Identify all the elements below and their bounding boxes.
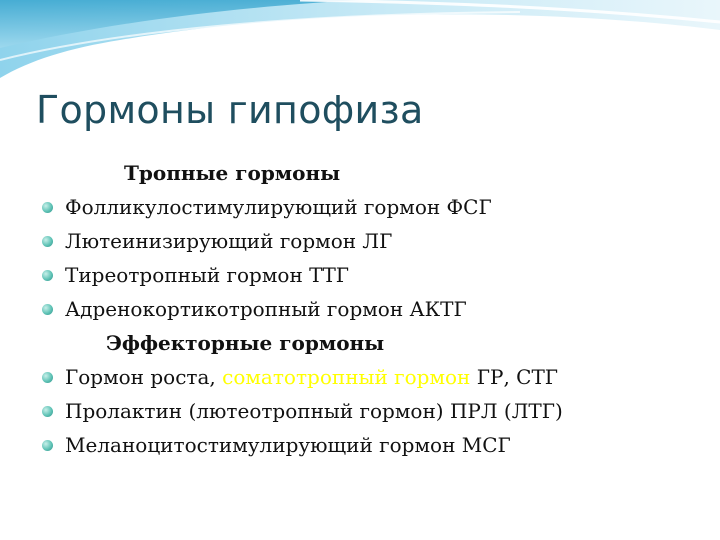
list-item-text: Меланоцитостимулирующий гормон МСГ (65, 433, 511, 457)
list-item (34, 292, 694, 326)
content-list (34, 156, 694, 462)
slide-title: Гормоны гипофиза (36, 88, 424, 132)
list-item-text: Лютеинизирующий гормон ЛГ (65, 229, 393, 253)
bullet-icon (42, 270, 53, 281)
bullet-icon (42, 440, 53, 451)
list-item-text: Пролактин (лютеотропный гормон) ПРЛ (ЛТГ) (65, 399, 563, 423)
bullet-icon (42, 202, 53, 213)
list-item-text-before: Гормон роста, (65, 365, 223, 389)
list-item-text: Фолликулостимулирующий гормон ФСГ (65, 195, 492, 219)
list-item (34, 190, 694, 224)
list-item (34, 258, 694, 292)
list-item (34, 394, 694, 428)
bullet-icon (42, 236, 53, 247)
list-item-text-after: ГР, СТГ (470, 365, 559, 389)
bullet-icon (42, 372, 53, 383)
section-heading-tropic: Тропные гормоны (124, 161, 341, 185)
list-item (34, 428, 694, 462)
top-wave-decoration (0, 0, 720, 90)
list-item (34, 224, 694, 258)
bullet-icon (42, 406, 53, 417)
list-item-text: Адренокортикотропный гормон АКТГ (65, 297, 467, 321)
bullet-icon (42, 304, 53, 315)
section-heading-effector: Эффекторные гормоны (106, 331, 385, 355)
list-item (34, 360, 694, 394)
list-item-text: Тиреотропный гормон ТТГ (65, 263, 350, 287)
highlighted-term: соматотропный гормон (222, 365, 471, 389)
